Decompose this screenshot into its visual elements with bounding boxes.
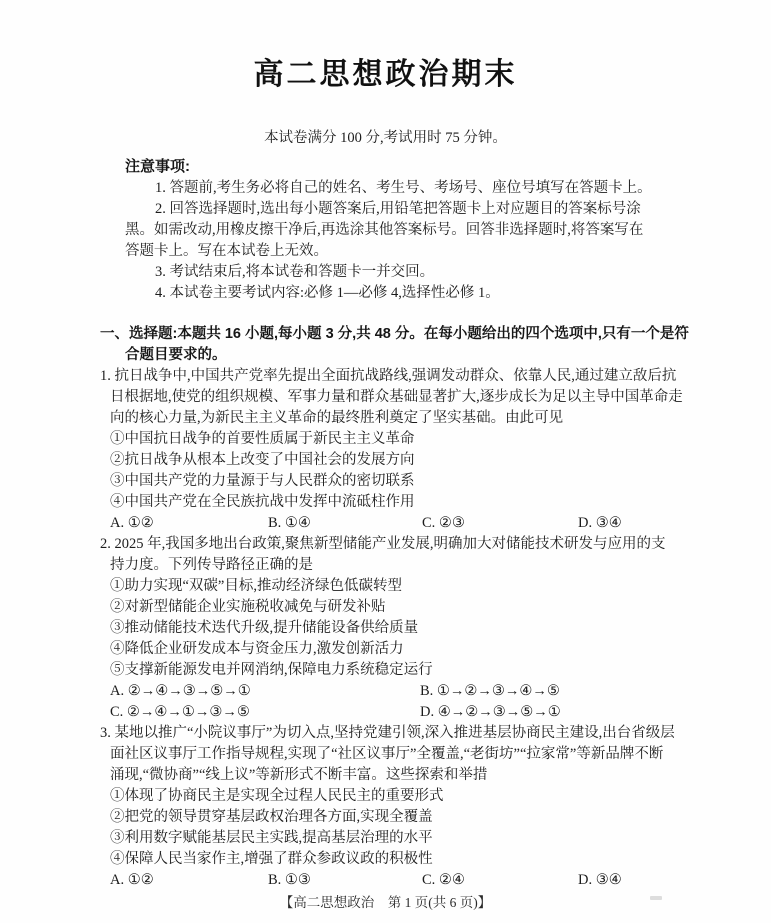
q2-statement-5: ⑤支撑新能源发电并网消纳,保障电力系统稳定运行	[110, 662, 433, 678]
q2-statement-1: ①助力实现“双碳”目标,推动经济绿色低碳转型	[110, 578, 402, 594]
notice-line-4: 4. 本试卷主要考试内容:必修 1—必修 4,选择性必修 1。	[155, 285, 500, 301]
question-1	[0, 366, 771, 534]
q1-option-d: D. ③④	[578, 515, 622, 531]
notice-line-2: 2. 回答选择题时,选出每小题答案后,用铅笔把答题卡上对应题目的答案标号涂	[155, 201, 641, 217]
q3-statement-2: ②把党的领导贯穿基层政权治理各方面,实现全覆盖	[110, 809, 433, 825]
q2-stem-line-1: 2. 2025 年,我国多地出台政策,聚焦新型储能产业发展,明确加大对储能技术研发与应用的支	[100, 536, 666, 552]
question-2	[0, 534, 771, 723]
q1-option-c: C. ②③	[422, 515, 465, 531]
q2-statement-3: ③推动储能技术迭代升级,提升储能设备供给质量	[110, 620, 419, 636]
q2-option-c: C. ②→④→①→③→⑤	[110, 704, 250, 720]
q1-stem-line-2: 日根据地,使党的组织规模、军事力量和群众基础显著扩大,逐步成长为足以主导中国革命走	[110, 389, 683, 405]
notice-line-2-cont-2: 答题卡上。写在本试卷上无效。	[125, 243, 328, 259]
q3-option-d: D. ③④	[578, 872, 622, 888]
q3-statement-1: ①体现了协商民主是实现全过程人民民主的重要形式	[110, 788, 444, 804]
q2-options-row-2	[110, 702, 771, 723]
q3-stem-line-1: 3. 某地以推广“小院议事厅”为切入点,坚持党建引领,深入推进基层协商民主建设,出台省级层	[100, 725, 675, 741]
question-3	[0, 723, 771, 891]
q2-options-row-1	[110, 681, 771, 702]
q1-statement-1: ①中国抗日战争的首要性质属于新民主主义革命	[110, 431, 415, 447]
q3-stem-line-3: 涌现,“微协商”“线上议”等新形式不断丰富。这些探索和举措	[110, 767, 488, 783]
section-heading-line-2: 合题目要求的。	[125, 347, 227, 363]
q1-option-a: A. ①②	[110, 515, 154, 531]
q2-statement-2: ②对新型储能企业实施税收减免与研发补贴	[110, 599, 386, 615]
q1-option-b: B. ①④	[268, 515, 311, 531]
q3-option-b: B. ①③	[268, 872, 311, 888]
q1-stem-line-1: 1. 抗日战争中,中国共产党率先提出全面抗战路线,强调发动群众、依靠人民,通过建立敌后抗	[100, 368, 677, 384]
q2-option-a: A. ②→④→③→⑤→①	[110, 683, 251, 699]
q1-stem-line-3: 向的核心力量,为新民主主义革命的最终胜利奠定了坚实基础。由此可见	[110, 410, 564, 426]
q3-option-c: C. ②④	[422, 872, 465, 888]
q2-option-d: D. ④→②→③→⑤→①	[420, 704, 561, 720]
notice-heading: 注意事项:	[125, 158, 190, 175]
notice-line-3: 3. 考试结束后,将本试卷和答题卡一并交回。	[155, 264, 435, 280]
notice-line-1: 1. 答题前,考生务必将自己的姓名、考生号、考场号、座位号填写在答题卡上。	[155, 180, 652, 196]
exam-title: 高二思想政治期末	[253, 58, 518, 91]
exam-subtitle: 本试卷满分 100 分,考试用时 75 分钟。	[264, 130, 507, 146]
page-footer: 【高二思想政治 第 1 页(共 6 页)】	[279, 895, 492, 910]
q1-statement-4: ④中国共产党在全民族抗战中发挥中流砥柱作用	[110, 494, 415, 510]
q3-statement-4: ④保障人民当家作主,增强了群众参政议政的积极性	[110, 851, 433, 867]
q2-stem-line-2: 持力度。下列传导路径正确的是	[110, 557, 313, 573]
scan-artifact	[650, 896, 662, 900]
notice-line-2-cont-1: 黑。如需改动,用橡皮擦干净后,再选涂其他答案标号。回答非选择题时,将答案写在	[125, 222, 644, 238]
q3-statement-3: ③利用数字赋能基层民主实践,提高基层治理的水平	[110, 830, 433, 846]
q1-statement-3: ③中国共产党的力量源于与人民群众的密切联系	[110, 473, 415, 489]
q3-stem-line-2: 面社区议事厅工作指导规程,实现了“社区议事厅”全覆盖,“老街坊”“拉家常”等新品牌不断	[110, 746, 664, 762]
q3-option-a: A. ①②	[110, 872, 154, 888]
q2-option-b: B. ①→②→③→④→⑤	[420, 683, 560, 699]
q1-statement-2: ②抗日战争从根本上改变了中国社会的发展方向	[110, 452, 415, 468]
q2-statement-4: ④降低企业研发成本与资金压力,激发创新活力	[110, 641, 404, 657]
q3-options-row	[110, 870, 771, 891]
section-heading-line-1: 一、选择题:本题共 16 小题,每小题 3 分,共 48 分。在每小题给出的四个选项中,只有一个是符	[100, 326, 689, 342]
q1-options-row	[110, 513, 771, 534]
